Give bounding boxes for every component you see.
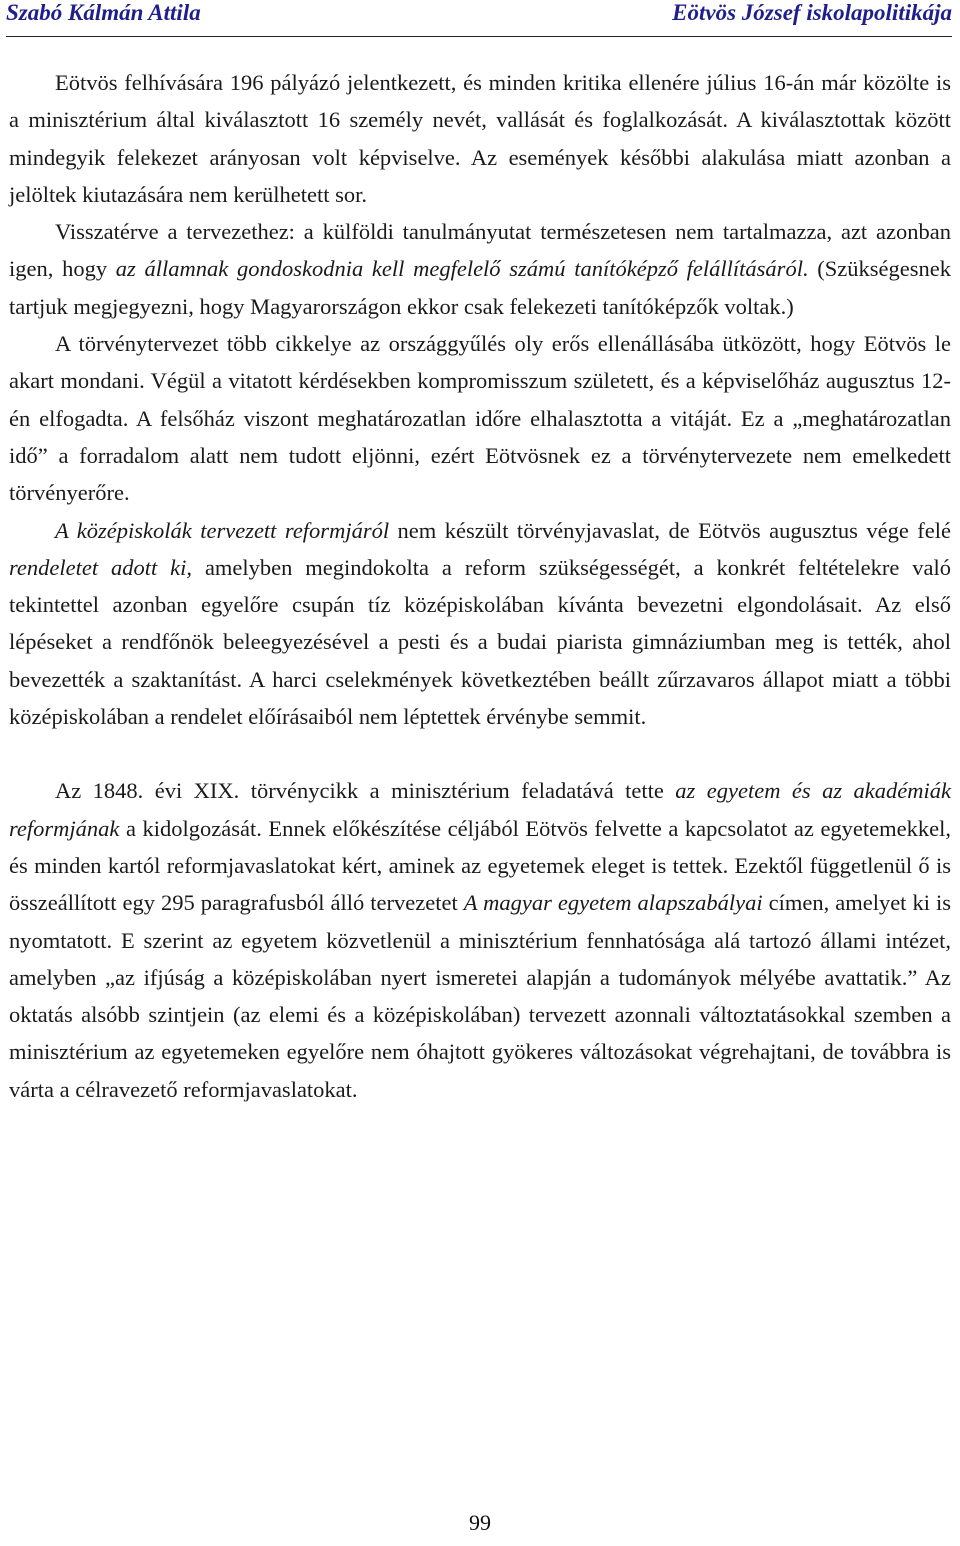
italic-run: A magyar egyetem alapszabályai [463,890,763,916]
running-header [6,0,952,37]
header-title: Eötvös József iskolapolitikája [672,0,952,25]
text-run: a kidolgozását. Ennek előkészítése céljából Eötvös felvette a kapcsolatot az egyetemekkel, és minden kartól reformjavaslatokat kért, aminek az egyetemek eleget is tettek. Ezektől függetlenül ő is összeállított egy 295 paragrafusból álló tervezetet [9,815,951,916]
italic-run: rendeletet adott ki, [9,554,193,580]
paragraph [9,213,951,325]
paragraph [9,64,951,213]
text-run: amelyben megindokolta a reform szükségességét, a konkrét feltételekre való tekintettel azonban egyelőre csupán tíz középiskolában kívánta bevezetni elgondolásait. Az első lépéseket a rendfőnök beleegyezésével a pesti és a budai piarista gimnáziumban meg is tették, ahol bevezették a szaktanítást. A harci cselekmények következtében beállt zűrzavaros állapot miatt a többi középiskolában a rendelet előírásaiból nem léptettek érvénybe semmit. [9,554,951,730]
paragraph [9,325,951,511]
page-number: 99 [469,1510,491,1535]
header-author: Szabó Kálmán Attila [6,0,201,25]
text-run: Eötvös felhívására 196 pályázó jelentkezett, és minden kritika ellenére július 16-án már közölte is a minisztérium által kiválasztott 16 személy nevét, vallását és foglalkozását. A kiválasztottak között mindegyik felekezet arányosan volt képviselve. Az események későbbi alakulása miatt azonban a jelöltek kiutazására nem kerülhetett sor. [9,70,951,207]
text-run: nem készült törvényjavaslat, de Eötvös augusztus vége felé [389,517,951,543]
text-run: (Szükségesnek tartjuk megjegyezni, hogy Magyarországon ekkor csak felekezeti tanítóképzők voltak.) [9,256,952,319]
text-run: Az 1848. évi XIX. törvénycikk a minisztérium feladatává tette [55,778,676,804]
text-run: Visszatérve a tervezethez: a külföldi tanulmányutat természetesen nem tartalmazza, azt azonban igen, hogy [9,219,951,282]
body-text [9,64,951,1108]
italic-run: az államnak gondoskodnia kell megfelelő számú tanítóképző felállításáról. [115,256,809,282]
paragraph [9,512,951,736]
text-run: A törvénytervezet több cikkelye az országgyűlés oly erős ellenállásába ütközött, hogy Eötvös le akart mondani. Végül a vitatott kérdésekben kompromisszum született, és a képviselőház augusztus 12-én elfogadta. A felsőház viszont meghatározatlan időre elhalasztotta a vitáját. Ez a „meghatározatlan idő” a forradalom alatt nem tudott eljönni, ezért Eötvösnek ez a törvénytervezete nem emelkedett törvényerőre. [9,331,951,506]
italic-run: az egyetem és az akadémiák reformjának [9,778,951,841]
italic-run: A középiskolák tervezett reformjáról [55,517,390,543]
paragraph [9,772,951,1108]
text-run: címen, amelyet ki is nyomtatott. E szerint az egyetem közvetlenül a minisztérium fennhatósága alá tartozó állami intézet, amelyben „az ifjúság a középiskolában nyert ismeretei alapján a tudományok mélyébe avattatik.” Az oktatás alsóbb szintjein (az elemi és a középiskolában) tervezett azonnali változtatásokkal szemben a minisztérium az egyetemeken egyelőre nem óhajtott gyökeres változásokat végrehajtani, de továbbra is várta a célravezető reformjavaslatokat. [9,890,951,1102]
